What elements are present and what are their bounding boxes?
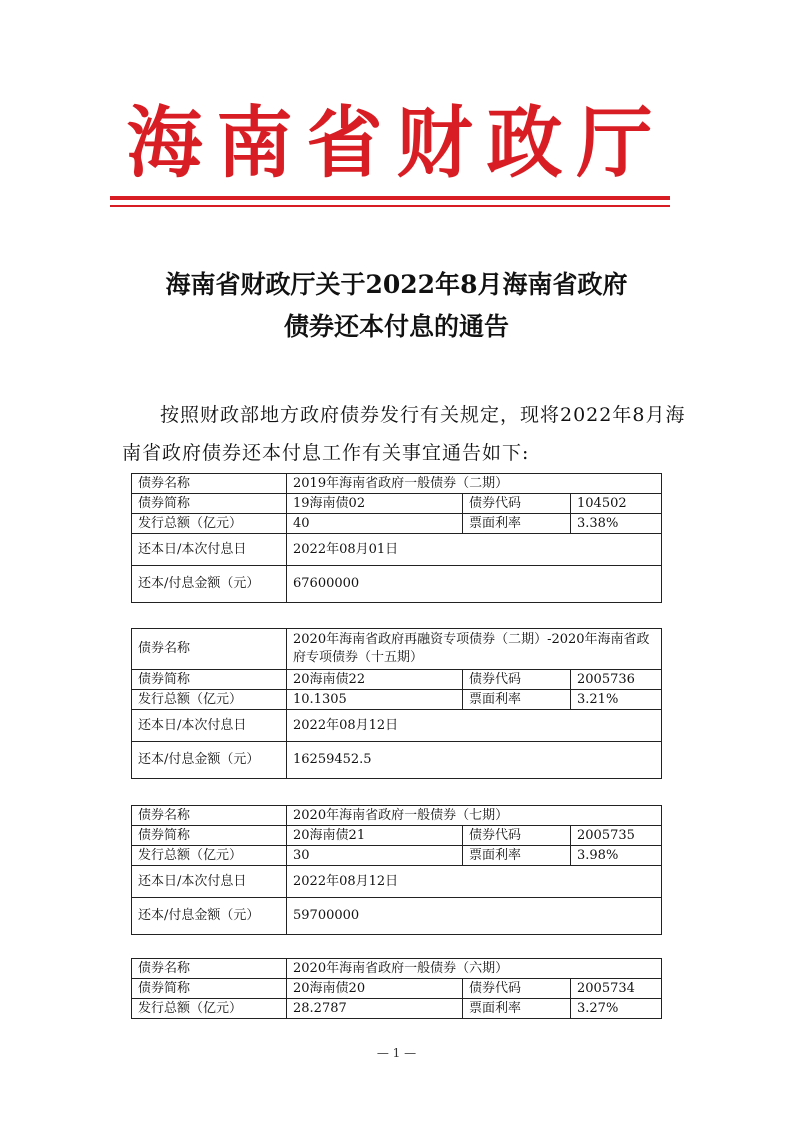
table-row [132, 846, 662, 866]
coupon-rate-label: 票面利率 [463, 846, 571, 866]
table-row [132, 999, 662, 1019]
bond-code-label: 债券代码 [463, 494, 571, 514]
bond-name-value: 2020年海南省政府一般债券（七期） [287, 806, 662, 826]
masthead-red-line-thick [110, 196, 670, 200]
page-number: — 1 — [376, 1046, 417, 1060]
bond-table-4 [131, 958, 662, 1019]
table-row [132, 866, 662, 898]
payment-date-label: 还本日/本次付息日 [132, 866, 287, 898]
bond-code-label: 债券代码 [463, 670, 571, 690]
coupon-rate-label: 票面利率 [463, 690, 571, 710]
bond-name-label: 债券名称 [132, 474, 287, 494]
bond-name-label: 债券名称 [132, 959, 287, 979]
bond-code-value: 104502 [571, 494, 662, 514]
short-name-value: 20海南债22 [287, 670, 463, 690]
document-title-line-1: 海南省财政厅关于2022年8月海南省政府 [165, 270, 628, 299]
payment-amount-value: 59700000 [287, 898, 662, 935]
table-row [132, 494, 662, 514]
coupon-rate-label: 票面利率 [463, 999, 571, 1019]
bond-code-label: 债券代码 [463, 979, 571, 999]
table-row [132, 670, 662, 690]
table-row [132, 534, 662, 566]
bond-name-value: 2020年海南省政府一般债券（六期） [287, 959, 662, 979]
coupon-rate-label: 票面利率 [463, 514, 571, 534]
short-name-label: 债券简称 [132, 670, 287, 690]
coupon-rate-value: 3.98% [571, 846, 662, 866]
short-name-value: 20海南债21 [287, 826, 463, 846]
issue-amount-value: 30 [287, 846, 463, 866]
payment-amount-label: 还本/付息金额（元） [132, 742, 287, 779]
short-name-label: 债券简称 [132, 826, 287, 846]
issue-amount-value: 10.1305 [287, 690, 463, 710]
coupon-rate-value: 3.38% [571, 514, 662, 534]
issue-amount-label: 发行总额（亿元） [132, 999, 287, 1019]
issue-amount-value: 28.2787 [287, 999, 463, 1019]
payment-amount-label: 还本/付息金额（元） [132, 566, 287, 603]
table-row [132, 474, 662, 494]
table-row [132, 690, 662, 710]
document-title [60, 264, 733, 348]
payment-amount-value: 16259452.5 [287, 742, 662, 779]
payment-date-label: 还本日/本次付息日 [132, 534, 287, 566]
payment-date-value: 2022年08月01日 [287, 534, 662, 566]
bond-table-2 [131, 628, 662, 779]
table-row [132, 898, 662, 935]
table-row [132, 979, 662, 999]
payment-date-label: 还本日/本次付息日 [132, 710, 287, 742]
coupon-rate-value: 3.27% [571, 999, 662, 1019]
short-name-value: 20海南债20 [287, 979, 463, 999]
bond-code-label: 债券代码 [463, 826, 571, 846]
short-name-value: 19海南债02 [287, 494, 463, 514]
table-row [132, 710, 662, 742]
document-title-line-2: 债券还本付息的通告 [283, 312, 509, 341]
bond-table-3 [131, 805, 662, 935]
table-row [132, 514, 662, 534]
bond-name-label: 债券名称 [132, 806, 287, 826]
masthead-red-line-thin [110, 205, 670, 207]
table-row [132, 629, 662, 670]
bond-name-value: 2019年海南省政府一般债券（二期） [287, 474, 662, 494]
issue-amount-value: 40 [287, 514, 463, 534]
table-row [132, 959, 662, 979]
table-row [132, 566, 662, 603]
payment-date-value: 2022年08月12日 [287, 866, 662, 898]
table-row [132, 826, 662, 846]
table-row [132, 742, 662, 779]
bond-code-value: 2005736 [571, 670, 662, 690]
bond-table-1 [131, 473, 662, 603]
issue-amount-label: 发行总额（亿元） [132, 690, 287, 710]
bond-name-value: 2020年海南省政府再融资专项债券（二期）-2020年海南省政府专项债券（十五期） [287, 629, 662, 670]
payment-amount-label: 还本/付息金额（元） [132, 898, 287, 935]
bond-code-value: 2005735 [571, 826, 662, 846]
table-row [132, 806, 662, 826]
short-name-label: 债券简称 [132, 979, 287, 999]
intro-paragraph: 按照财政部地方政府债券发行有关规定，现将2022年8月海南省政府债券还本付息工作有关事宜通告如下: [122, 404, 686, 464]
coupon-rate-value: 3.21% [571, 690, 662, 710]
issue-amount-label: 发行总额（亿元） [132, 846, 287, 866]
short-name-label: 债券简称 [132, 494, 287, 514]
payment-amount-value: 67600000 [287, 566, 662, 603]
bond-code-value: 2005734 [571, 979, 662, 999]
masthead-org-name: 海南省财政厅 [126, 97, 667, 188]
payment-date-value: 2022年08月12日 [287, 710, 662, 742]
bond-name-label: 债券名称 [132, 629, 287, 670]
issue-amount-label: 发行总额（亿元） [132, 514, 287, 534]
